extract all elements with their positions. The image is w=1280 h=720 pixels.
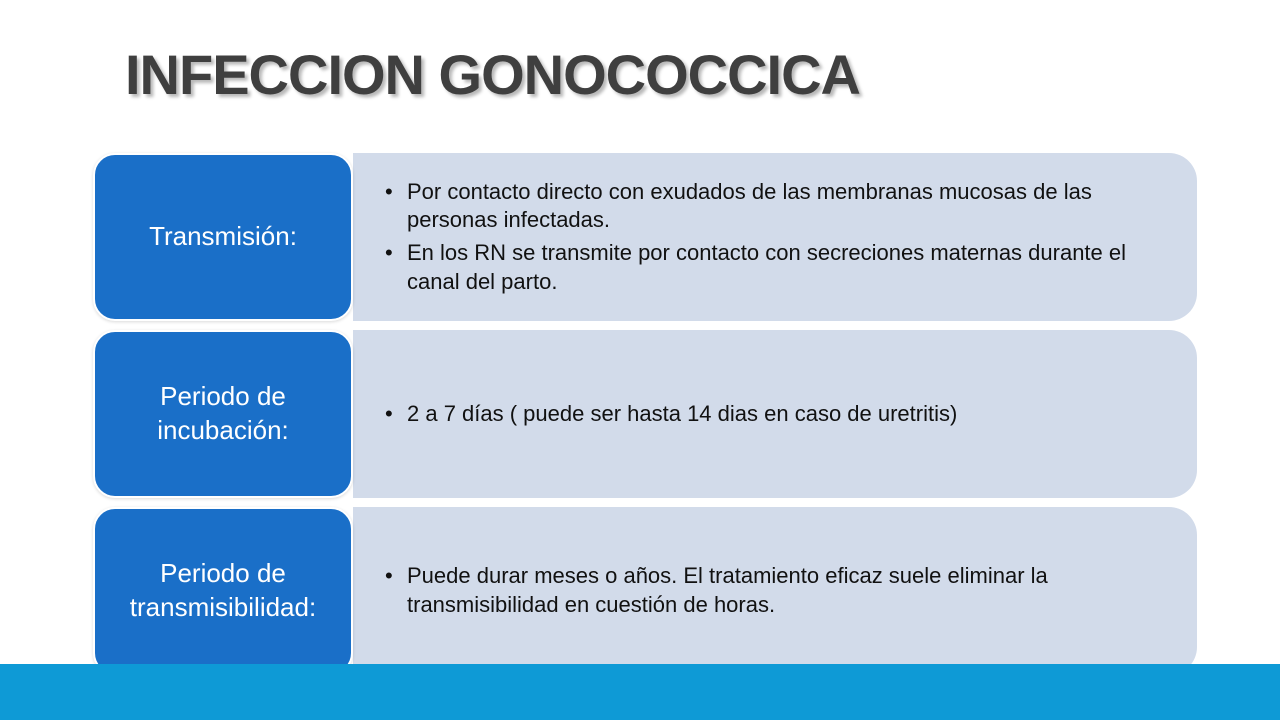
bullet-list-transmision	[385, 174, 1157, 300]
bullet-list-periodo-transmisibilidad	[385, 558, 1157, 623]
row-periodo-transmisibilidad	[93, 507, 1197, 675]
bullet-item: • En los RN se transmite por contacto con secreciones maternas durante el canal del parto.	[385, 239, 1157, 296]
content-panel-periodo-incubacion	[353, 330, 1197, 498]
bullet-item: • Puede durar meses o años. El tratamiento eficaz suele eliminar la transmisibilidad en cuestión de horas.	[385, 562, 1157, 619]
row-transmision	[93, 153, 1197, 321]
content-panel-periodo-transmisibilidad	[353, 507, 1197, 675]
bullet-item: • Por contacto directo con exudados de las membranas mucosas de las personas infectadas.	[385, 178, 1157, 235]
row-periodo-incubacion	[93, 330, 1197, 498]
bullet-list-periodo-incubacion	[385, 396, 1157, 433]
label-transmision: Transmisión:	[93, 153, 353, 321]
footer-accent-bar	[0, 664, 1280, 720]
content-panel-transmision	[353, 153, 1197, 321]
label-periodo-incubacion: Periodo de incubación:	[93, 330, 353, 498]
label-periodo-transmisibilidad: Periodo de transmisibilidad:	[93, 507, 353, 675]
bullet-item: • 2 a 7 días ( puede ser hasta 14 dias en caso de uretritis)	[385, 400, 1157, 429]
slide-title: INFECCION GONOCOCCICA	[125, 43, 860, 106]
